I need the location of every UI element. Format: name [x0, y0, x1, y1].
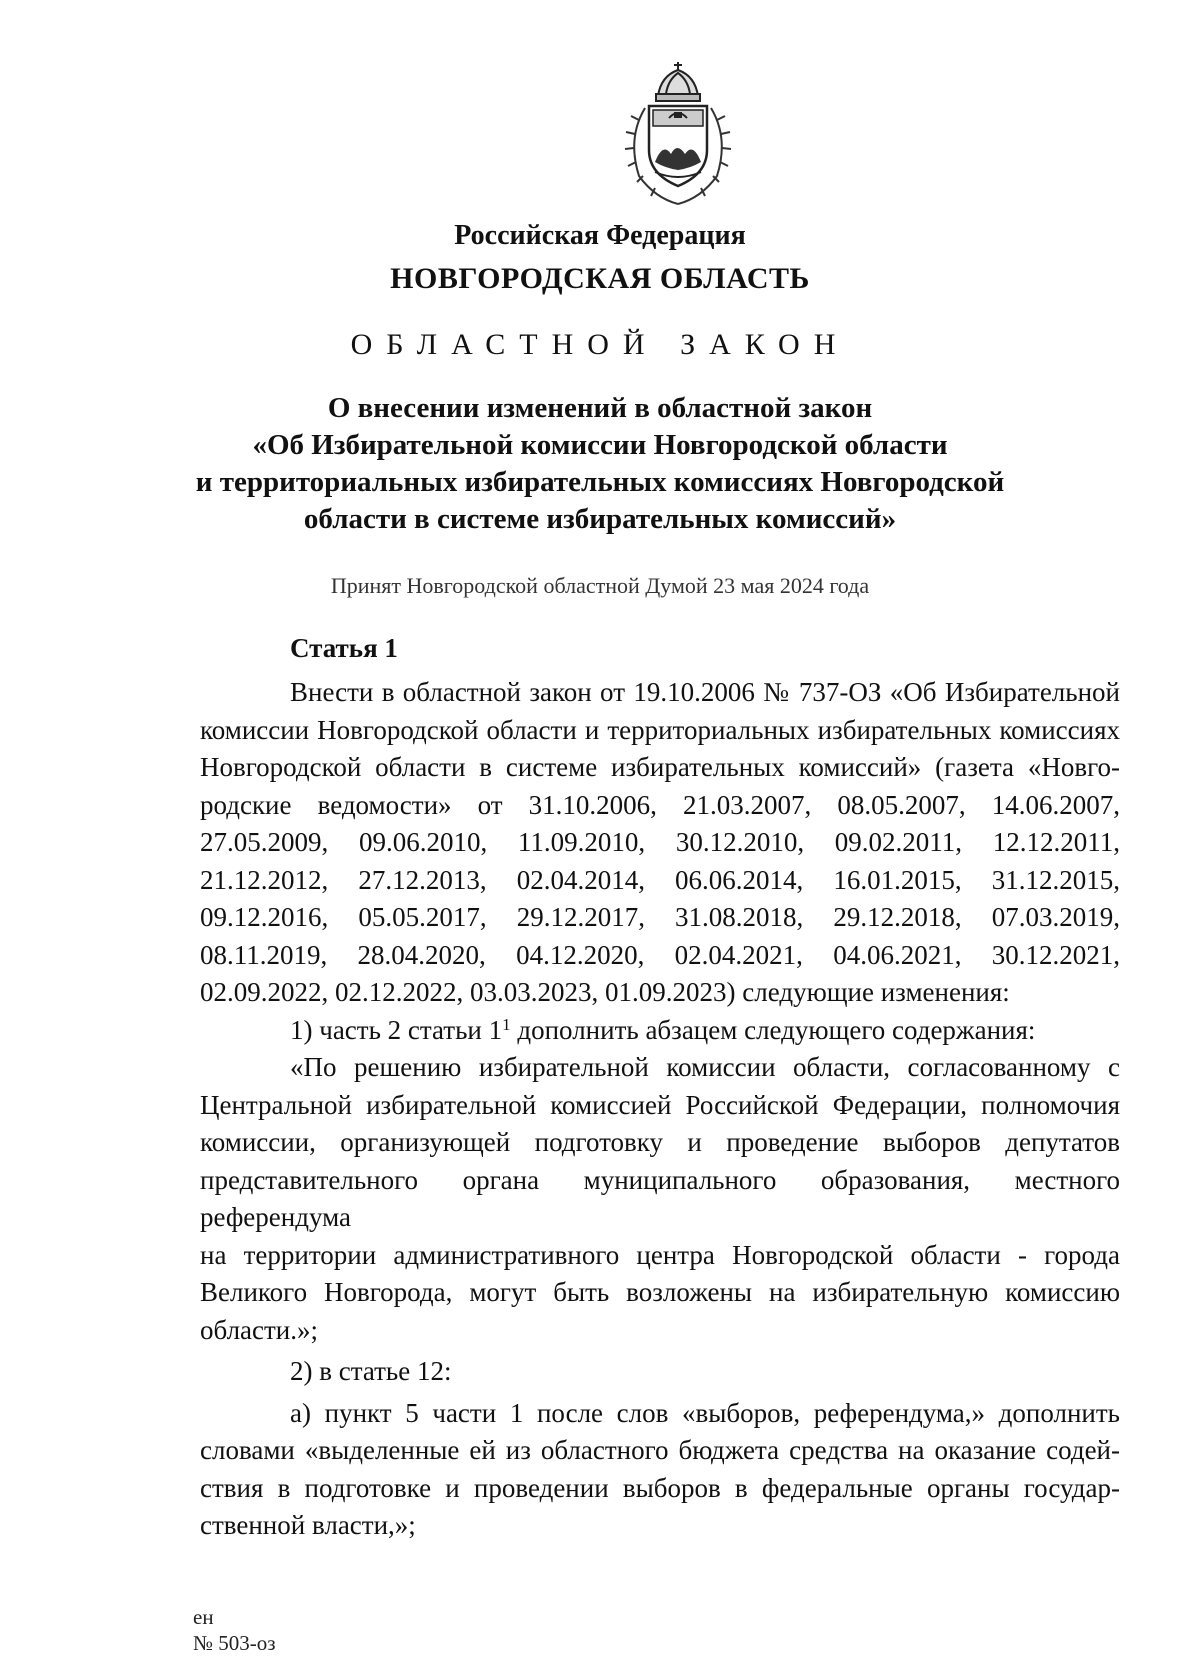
quote-line: представительного органа муниципального образования, местного референдума [200, 1164, 1120, 1232]
body-line: 02.09.2022, 02.12.2022, 03.03.2023, 01.09.2023) следующие изменения: [200, 977, 1010, 1007]
footer-initials: ен [193, 1605, 214, 1629]
item-2a-line: ственной власти,»; [200, 1510, 416, 1540]
title-line: «Об Избирательной комиссии Новгородской области [252, 429, 948, 461]
item-1 [200, 1012, 1120, 1050]
quote-line: комиссии, организующей подготовку и проведение выборов депутатов [200, 1127, 1120, 1157]
footer-note [193, 1604, 276, 1656]
item-2a-line: словами «выделенные ей из областного бюджета средства на оказание содей- [200, 1435, 1120, 1465]
body-line: 08.11.2019, 28.04.2020, 04.12.2020, 02.04.2021, 04.06.2021, 30.12.2021, [200, 939, 1120, 970]
body-line: Новгородской области в системе избирательных комиссий» (газета «Новго- [200, 752, 1120, 782]
item-1-prefix: 1) часть 2 статьи 1 [290, 1014, 503, 1045]
article-body [200, 674, 1120, 1545]
item-2a-line: а) пункт 5 части 1 после слов «выборов, референдума,» дополнить [290, 1397, 1120, 1428]
item-1-superscript: 1 [502, 1014, 511, 1034]
body-line: комиссии Новгородской области и территориальных избирательных комиссиях [200, 714, 1120, 745]
quote-line: на территории административного центра Новгородской области - города [200, 1239, 1120, 1270]
item-2: 2) в статье 12: [290, 1356, 452, 1386]
quote-line: Центральной избирательной комиссией Российской Федерации, полномочия [200, 1089, 1120, 1120]
body-line: Внести в областной закон от 19.10.2006 № 737-ОЗ «Об Избирательной [290, 677, 1120, 707]
document-type: ОБЛАСТНОЙ ЗАКОН [350, 328, 850, 361]
country-name: Российская Федерация [454, 220, 746, 251]
coat-of-arms-emblem [611, 58, 745, 208]
quote-line: области.»; [200, 1314, 319, 1345]
adoption-note: Принят Новгородской областной Думой 23 мая 2024 года [330, 573, 870, 598]
title-line: и территориальных избирательных комиссиях Новгородской [195, 466, 1005, 498]
title-line: области в системе избирательных комиссий» [303, 503, 897, 535]
item-2a-line: ствия в подготовке и проведении выборов в федеральные органы государ- [200, 1472, 1120, 1503]
quote-line: Великого Новгорода, могут быть возложены на избирательную комиссию [200, 1277, 1120, 1307]
item-1-suffix: дополнить абзацем следующего содержания: [510, 1014, 1036, 1045]
title-line: О внесении изменений в областной закон [327, 392, 873, 424]
body-line: родские ведомости» от 31.10.2006, 21.03.2007, 08.05.2007, 14.06.2007, [200, 789, 1120, 820]
law-title [0, 390, 1200, 538]
quote-line: «По решению избирательной комиссии области, согласованному с [290, 1052, 1120, 1082]
body-line: 27.05.2009, 09.06.2010, 11.09.2010, 30.12.2010, 09.02.2011, 12.12.2011, [200, 827, 1120, 857]
region-name: НОВГОРОДСКАЯ ОБЛАСТЬ [390, 262, 810, 295]
footer-number: № 503-оз [193, 1631, 276, 1655]
body-line: 21.12.2012, 27.12.2013, 02.04.2014, 06.06.2014, 16.01.2015, 31.12.2015, [200, 864, 1120, 895]
body-line: 09.12.2016, 05.05.2017, 29.12.2017, 31.08.2018, 29.12.2018, 07.03.2019, [200, 902, 1120, 932]
article-heading: Статья 1 [290, 633, 398, 663]
